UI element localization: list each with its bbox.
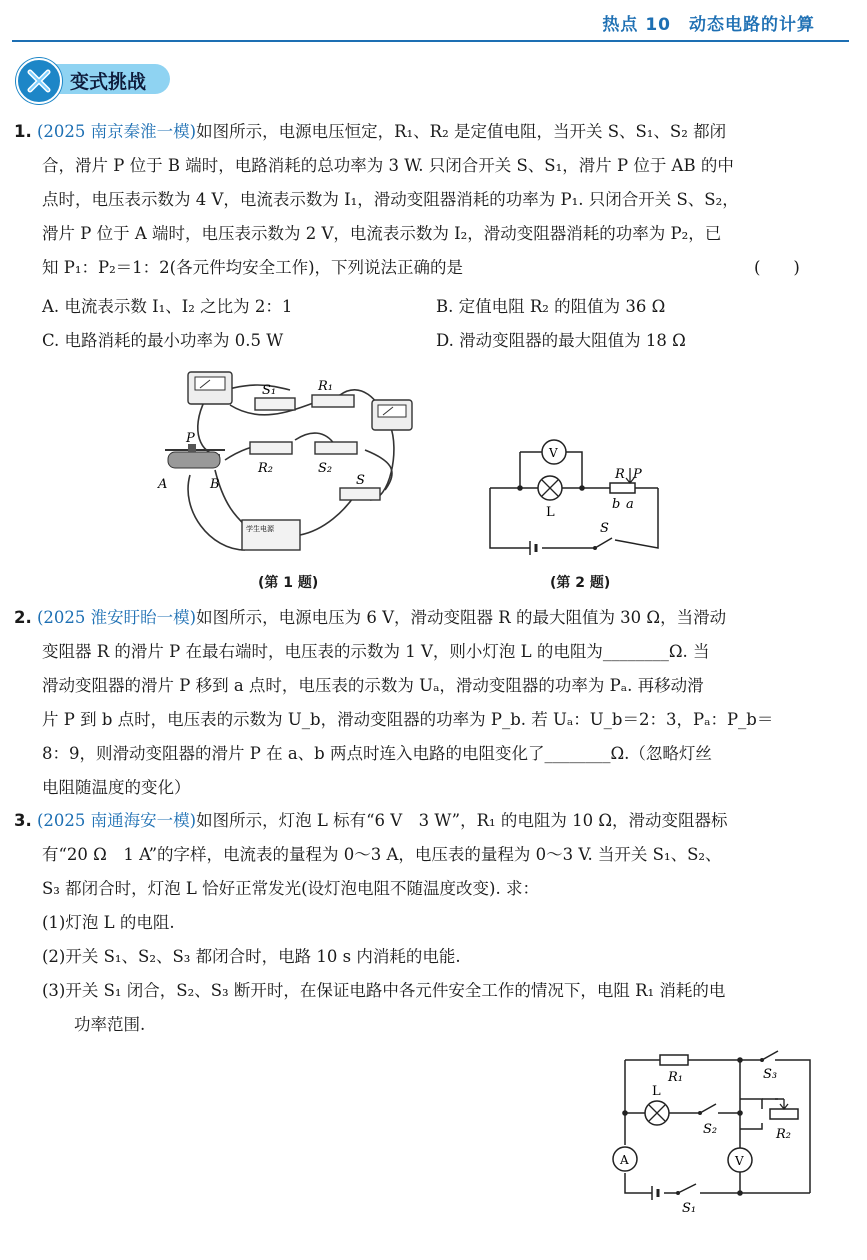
voltmeter-device (372, 400, 412, 430)
q3-line-1: 有“20 Ω 1 A”的字样，电流表的量程为 0～3 A，电压表的量程为 0～3 V. 当开关 S₁、S₂、 (42, 845, 722, 864)
fig2-label-l: L (546, 505, 555, 520)
q1-source: (2025 南京秦淮一模) (37, 122, 197, 141)
figure-3-circuit (600, 1045, 825, 1215)
header-title: 热点 10 动态电路的计算 (602, 15, 815, 35)
ammeter-device (188, 372, 232, 404)
section-title: 变式挑战 (70, 71, 147, 93)
fig3-lamp (645, 1101, 669, 1125)
q1-line-0: 如图所示，电源电压恒定，R₁、R₂ 是定值电阻，当开关 S、S₁、S₂ 都闭 (196, 122, 727, 141)
q2-line-2: 滑动变阻器的滑片 P 移到 a 点时，电压表的示数为 Uₐ，滑动变阻器的功率为 Pₐ. 再移动滑 (42, 676, 704, 695)
fig1-label-p: P (186, 431, 195, 446)
fig2-label-s: S (600, 521, 609, 536)
q2-source: (2025 淮安盱眙一模) (37, 608, 197, 627)
fig3-label-a: A (620, 1153, 629, 1167)
q3-sub-3-cont: 功率范围. (74, 1015, 146, 1034)
section-badge (16, 58, 172, 102)
fig3-label-l: L (652, 1084, 661, 1099)
q1-number: 1. (14, 122, 32, 141)
fig1-label-s1: S₁ (262, 383, 277, 398)
fig3-switch-s2 (698, 1104, 716, 1115)
header-divider (12, 40, 849, 42)
fig3-label-s2: S₂ (703, 1122, 718, 1137)
fig1-label-r2: R₂ (258, 461, 273, 476)
q3-line-2: S₃ 都闭合时，灯泡 L 恰好正常发光(设灯泡电阻不随温度改变). 求： (42, 879, 539, 898)
fig2-label-b: b (612, 497, 621, 512)
figure-1-circuit (150, 360, 430, 560)
fig3-label-r1: R₁ (668, 1070, 683, 1085)
q3-sub-1: (1)灯泡 L 的电阻. (42, 913, 175, 932)
fig2-lamp (538, 476, 562, 500)
q1-line-4: 知 P₁：P₂＝1：2(各元件均安全工作)，下列说法正确的是 (42, 258, 464, 277)
fig3-label-s3: S₃ (763, 1067, 778, 1082)
q2-line-0: 如图所示，电源电压为 6 V，滑动变阻器 R 的最大阻值为 30 Ω，当滑动 (196, 608, 727, 627)
fig1-label-r1: R₁ (318, 379, 333, 394)
resistor-r2 (250, 442, 292, 454)
q1-line-3: 滑片 P 位于 A 端时，电压表示数为 2 V，电流表示数为 I₂，滑动变阻器消耗的功率为 P₂，已 (42, 224, 722, 243)
q2-line-3: 片 P 到 b 点时，电压表的示数为 U_b，滑动变阻器的功率为 P_b. 若 Uₐ：U_b＝2：3，Pₐ：P_b＝ (42, 710, 774, 729)
fig2-rheostat (610, 483, 635, 493)
fig1-label-s: S (356, 473, 365, 488)
fig2-label-p: P (633, 467, 642, 482)
fig2-battery (530, 541, 536, 555)
fig2-label-v: V (549, 446, 558, 460)
fig3-label-r2: R₂ (776, 1127, 791, 1142)
fig1-label-s2: S₂ (318, 461, 333, 476)
fig2-label-r: R (615, 467, 625, 482)
fig3-label-s1: S₁ (682, 1201, 697, 1215)
fig1-label-a: A (158, 477, 168, 492)
q1-line-2: 点时，电压表示数为 4 V，电流表示数为 I₁，滑动变阻器消耗的功率为 P₁. 只闭合开关 S、S₂， (42, 190, 739, 209)
q3-sub-3: (3)开关 S₁ 闭合，S₂、S₃ 断开时，在保证电路中各元件安全工作的情况下，电阻 R₁ 消耗的电 (42, 981, 726, 1000)
q2-line-4: 8：9，则滑动变阻器的滑片 P 在 a、b 两点时连入电路的电阻变化了________Ω.（忽略灯丝 (42, 744, 712, 763)
q3-line-0: 如图所示，灯泡 L 标有“6 V 3 W”，R₁ 的电阻为 10 Ω，滑动变阻器标 (196, 811, 728, 830)
fig3-battery (652, 1184, 696, 1200)
q3-sub-2: (2)开关 S₁、S₂、S₃ 都闭合时，电路 10 s 内消耗的电能. (42, 947, 461, 966)
switch-s (340, 488, 380, 500)
q3-source: (2025 南通海安一模) (37, 811, 197, 830)
q3-number: 3. (14, 811, 32, 830)
figure-1-caption: (第 1 题) (258, 575, 319, 591)
badge-icon (16, 58, 62, 104)
rheostat-device (165, 444, 225, 468)
q1-option-d: D. 滑动变阻器的最大阻值为 18 Ω (436, 331, 686, 350)
figure-2-caption: (第 2 题) (550, 575, 611, 591)
switch-s1 (255, 398, 295, 410)
figure-2-circuit (480, 430, 680, 570)
fig3-resistor-r1 (660, 1055, 688, 1065)
fig2-switch (593, 538, 612, 550)
q2-number: 2. (14, 608, 32, 627)
q1-line-1: 合，滑片 P 位于 B 端时，电路消耗的总功率为 3 W. 只闭合开关 S、S₁，滑片 P 位于 AB 的中 (42, 156, 734, 175)
fig3-rheostat-r2 (770, 1109, 798, 1119)
resistor-r1 (312, 395, 354, 407)
q2-line-5: 电阻随温度的变化） (42, 778, 191, 797)
fig3-label-v: V (735, 1154, 744, 1168)
fig1-power-label: 学生电源 (246, 525, 274, 533)
page-header (0, 0, 867, 44)
fig1-label-b: B (210, 477, 220, 492)
q2-line-1: 变阻器 R 的滑片 P 在最右端时，电压表的示数为 1 V，则小灯泡 L 的电阻为________Ω. 当 (42, 642, 710, 661)
q1-answer-bracket: ( ) (754, 258, 800, 277)
q1-option-b: B. 定值电阻 R₂ 的阻值为 36 Ω (436, 297, 666, 316)
switch-s2 (315, 442, 357, 454)
q1-option-a: A. 电流表示数 I₁、I₂ 之比为 2：1 (42, 297, 293, 316)
fig2-label-a: a (626, 497, 634, 512)
q1-option-c: C. 电路消耗的最小功率为 0.5 W (42, 331, 284, 350)
